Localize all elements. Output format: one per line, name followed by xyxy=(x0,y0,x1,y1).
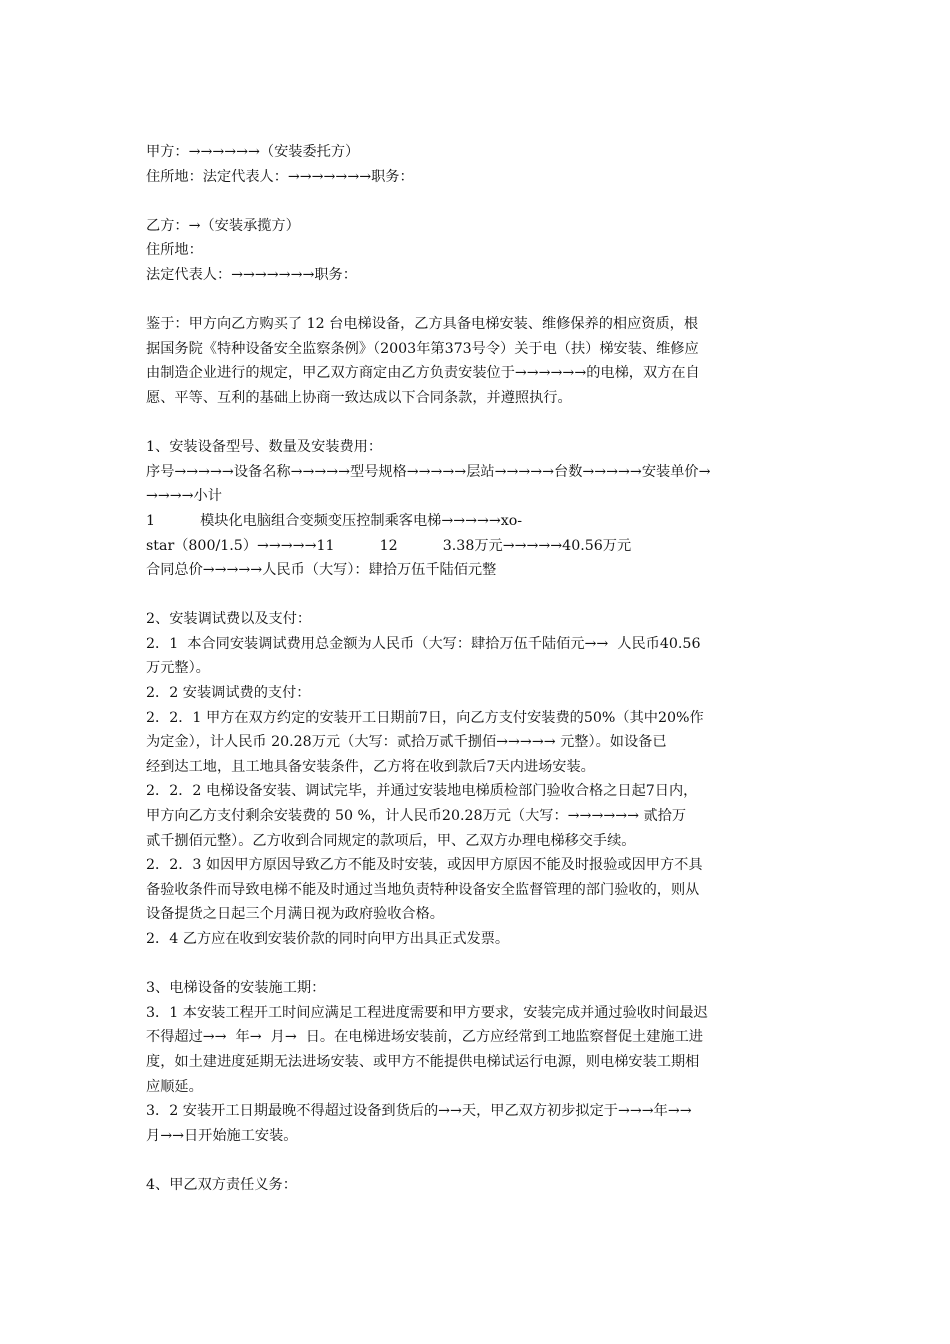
section-2-line: 甲方向乙方支付剩余安装费的 50 %，计人民币20.28万元（大写：→→→→→→ 贰拾万 xyxy=(146,808,687,825)
spacer xyxy=(146,583,816,608)
section-3-line: 3．1 本安装工程开工时间应满足工程进度需要和甲方要求，安装完成并通过验收时间最迟 xyxy=(146,1004,708,1021)
section-1-title: 1、安装设备型号、数量及安装费用： xyxy=(146,439,383,456)
section-2-line: 经到达工地，且工地具备安装条件，乙方将在收到款后7天内进场安装。 xyxy=(146,758,595,775)
section-2-line: 备验收条件而导致电梯不能及时通过当地负责特种设备安全监督管理的部门验收的，则从 xyxy=(146,881,700,898)
party-b-rep-line: 法定代表人：→→→→→→→职务： xyxy=(146,266,357,283)
section-2-line: 2．2．1 甲方在双方约定的安装开工日期前7日，向乙方支付安装费的50%（其中20%作 xyxy=(146,709,704,726)
section-2-line: 2．2 安装调试费的支付： xyxy=(146,685,311,702)
party-b-line: 乙方：→（安装承揽方） xyxy=(146,217,300,234)
section-2-line: 设备提货之日起三个月满日视为政府验收合格。 xyxy=(146,906,444,923)
section-3-line: 应顺延。 xyxy=(146,1078,203,1095)
section-3-line: 3．2 安装开工日期最晚不得超过设备到货后的→→天，甲乙双方初步拟定于→→→年→→ xyxy=(146,1103,692,1120)
spacer xyxy=(146,189,816,214)
section-2-line: 2．2．2 电梯设备安装、调试完毕，并通过安装地电梯质检部门验收合格之日起7日内， xyxy=(146,783,698,800)
contract-total-line: 合同总价→→→→→人民币（大写）：肆拾万伍千陆佰元整 xyxy=(146,562,497,579)
spacer xyxy=(146,952,816,977)
equipment-table-line: 1 模块化电脑组合变频变压控制乘客电梯→→→→→xo- xyxy=(146,512,523,529)
equipment-table-line: star（800/1.5）→→→→→11 12 3.38万元→→→→→40.56万元 xyxy=(146,537,632,554)
party-a-address-line: 住所地：法定代表人：→→→→→→→职务： xyxy=(146,168,414,185)
spacer xyxy=(146,288,816,313)
preamble-line: 由制造企业进行的规定，甲乙双方商定由乙方负责安装位于→→→→→→的电梯，双方在自 xyxy=(146,365,700,382)
preamble-line: 鉴于：甲方向乙方购买了 12 台电梯设备，乙方具备电梯安装、维修保养的相应资质，根 xyxy=(146,316,699,333)
section-2-line: 贰千捌佰元整）。乙方收到合同规定的款项后，甲、乙双方办理电梯移交手续。 xyxy=(146,832,636,849)
section-2-line: 2．2．3 如因甲方原因导致乙方不能及时安装，或因甲方原因不能及时报验或因甲方不具 xyxy=(146,857,703,874)
section-2-line: 万元整）。 xyxy=(146,660,210,677)
section-2-line: 2．1 本合同安装调试费用总金额为人民币（大写：肆拾万伍千陆佰元→→ 人民币40.56 xyxy=(146,635,701,652)
contract-page xyxy=(146,140,816,1198)
spacer xyxy=(146,1148,816,1173)
preamble-line: 愿、平等、互利的基础上协商一致达成以下合同条款，并遵照执行。 xyxy=(146,389,572,406)
section-3-title: 3、电梯设备的安装施工期： xyxy=(146,980,326,997)
spacer xyxy=(146,411,816,436)
party-a-line: 甲方：→→→→→→（安装委托方） xyxy=(146,144,360,160)
section-3-line: 不得超过→→ 年→ 月→ 日。在电梯进场安装前，乙方应经常到工地监察督促土建施工进 xyxy=(146,1029,703,1046)
section-3-line: 度，如土建进度延期无法进场安装、或甲方不能提供电梯试运行电源，则电梯安装工期相 xyxy=(146,1053,700,1070)
section-2-title: 2、安装调试费以及支付： xyxy=(146,611,312,628)
section-2-line: 为定金），计人民币 20.28万元（大写：贰拾万贰千捌佰→→→→→ 元整）。如设备已 xyxy=(146,734,667,751)
equipment-table-line: 序号→→→→→设备名称→→→→→型号规格→→→→→层站→→→→→台数→→→→→安装单价→ xyxy=(146,463,711,480)
section-4-title: 4、甲乙双方责任义务： xyxy=(146,1176,297,1193)
preamble-line: 据国务院《特种设备安全监察条例》（2003年第373号令）关于电（扶）梯安装、维修应 xyxy=(146,340,699,357)
section-2-line: 2．4 乙方应在收到安装价款的同时向甲方出具正式发票。 xyxy=(146,931,510,947)
party-b-address-line: 住所地： xyxy=(146,242,203,259)
equipment-table-line: →→→→小计 xyxy=(146,488,222,505)
section-3-line: 月→→日开始施工安装。 xyxy=(146,1127,298,1144)
